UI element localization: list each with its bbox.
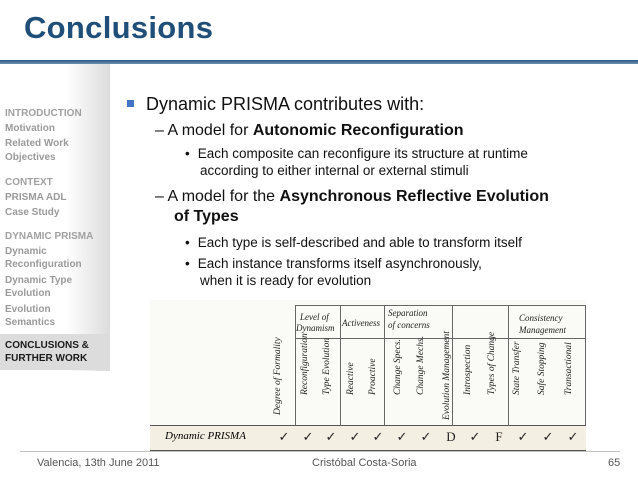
- sub-bullet-1: [155, 122, 464, 140]
- sidebar-item-objectives[interactable]: Objectives: [5, 152, 56, 163]
- sub1-item-1-line1: [185, 146, 528, 161]
- sidebar-item-introduction[interactable]: INTRODUCTION: [5, 108, 82, 119]
- table-cell: F: [495, 429, 503, 444]
- footer-author: Cristóbal Costa-Soria: [312, 457, 417, 469]
- column-header-evolution-management: Evolution Management: [442, 331, 452, 420]
- table-cell: ✓: [420, 429, 432, 444]
- column-header-change-mechs: Change Mechs.: [416, 335, 426, 395]
- bullet-main-text: Dynamic PRISMA contributes with:: [146, 94, 425, 114]
- footer-page-number: 65: [608, 457, 621, 469]
- table-cell: ✓: [567, 429, 579, 444]
- sub-bullet-2-prefix: – A model for the: [155, 188, 280, 205]
- footer-date: Valencia, 13th June 2011: [37, 457, 160, 469]
- group-header-separation-2: of concerns: [388, 320, 430, 330]
- column-header-safe-stopping: Safe Stopping: [537, 342, 547, 395]
- sub-bullet-1-prefix: – A model for: [155, 122, 253, 139]
- footer-divider: [20, 451, 620, 452]
- table-header-rule: [295, 338, 585, 339]
- table-cell: ✓: [372, 429, 384, 444]
- sidebar-active-label-line2: FURTHER WORK: [5, 353, 88, 364]
- sidebar-active-label-line1: CONCLUSIONS &: [5, 340, 89, 351]
- table-vline: [340, 305, 341, 425]
- table-cell: D: [446, 429, 456, 444]
- sub-bullet-2: [155, 188, 549, 206]
- bullet-dot-icon: •: [185, 235, 190, 250]
- sidebar-item-dynamic-reconfiguration[interactable]: Dynamic Reconfiguration: [5, 246, 82, 270]
- column-header-transactional: Transactional: [564, 342, 574, 395]
- group-header-consistency-2: Management: [519, 325, 566, 335]
- sidebar-item-context[interactable]: CONTEXT: [5, 177, 53, 188]
- column-header-reactive: Reactive: [346, 362, 356, 395]
- sidebar-item-motivation[interactable]: Motivation: [5, 123, 55, 134]
- table-cell: ✓: [325, 429, 337, 444]
- sidebar-item-prisma-adl[interactable]: PRISMA ADL: [5, 192, 67, 203]
- column-header-type-evolution: Type Evolution: [322, 337, 332, 395]
- group-header-level-1: Level of: [300, 312, 329, 322]
- sub-bullet-1-bold: Autonomic Reconfiguration: [252, 122, 464, 139]
- table-vline: [452, 305, 453, 425]
- table-top-rule: [295, 305, 585, 306]
- slide-title: Conclusions: [24, 10, 214, 45]
- column-header-degree-of-formality: Degree of Formality: [273, 337, 283, 415]
- sub2-item-2-text1: Each instance transforms itself asynchronously,: [197, 256, 482, 271]
- column-header-state-transfer: State Transfer: [512, 341, 522, 395]
- table-vline: [384, 305, 385, 425]
- table-cell: ✓: [469, 429, 481, 444]
- sub-bullet-2-bold-2: of Types: [174, 208, 239, 225]
- column-header-introspection: Introspection: [463, 344, 473, 395]
- sub1-item-1-line2: according to either internal or external stimuli: [200, 163, 469, 178]
- column-header-change-specs: Change Specs.: [393, 339, 403, 395]
- group-header-consistency-1: Consistency: [519, 313, 563, 323]
- sub2-item-2-line1: [185, 256, 482, 271]
- sub-bullet-2-bold-1: Asynchronous Reflective Evolution: [279, 188, 549, 205]
- column-header-types-of-change: Types of Change: [487, 331, 497, 395]
- sub2-item-2-line2: when it is ready for evolution: [200, 273, 372, 288]
- sidebar-item-related-work[interactable]: Related Work: [5, 138, 69, 149]
- row-label-dynamic-prisma: Dynamic PRISMA: [165, 430, 246, 442]
- sub1-item-1-text1: Each composite can reconfigure its structure at runtime: [197, 146, 528, 161]
- sidebar-item-case-study[interactable]: Case Study: [5, 207, 60, 218]
- table-cell: ✓: [278, 429, 290, 444]
- square-bullet-icon: [127, 100, 134, 107]
- table-vline: [508, 305, 509, 425]
- column-header-reconfiguration: Reconfiguration: [300, 333, 310, 395]
- sub2-item-1-text: Each type is self-described and able to transform itself: [197, 235, 522, 250]
- sub2-item-1: [185, 235, 522, 250]
- group-header-separation-1: Separation: [388, 308, 428, 318]
- table-vline: [585, 305, 586, 425]
- sidebar-item-evolution-semantics[interactable]: Evolution Semantics: [5, 304, 56, 328]
- table-cell: ✓: [349, 429, 361, 444]
- bullet-main: [127, 94, 424, 115]
- table-cell: ✓: [396, 429, 408, 444]
- bullet-dot-icon: •: [185, 146, 190, 161]
- sidebar-item-dynamic-prisma[interactable]: DYNAMIC PRISMA: [5, 231, 94, 242]
- table-cell: ✓: [542, 429, 554, 444]
- sidebar-item-dynamic-type-evolution[interactable]: Dynamic Type Evolution: [5, 275, 73, 299]
- column-header-proactive: Proactive: [368, 358, 378, 395]
- group-header-activeness: Activeness: [342, 318, 380, 328]
- group-header-level-2: Dynamism: [296, 323, 335, 333]
- bullet-dot-icon: •: [185, 256, 190, 271]
- table-cell: ✓: [517, 429, 529, 444]
- table-cell: ✓: [302, 429, 314, 444]
